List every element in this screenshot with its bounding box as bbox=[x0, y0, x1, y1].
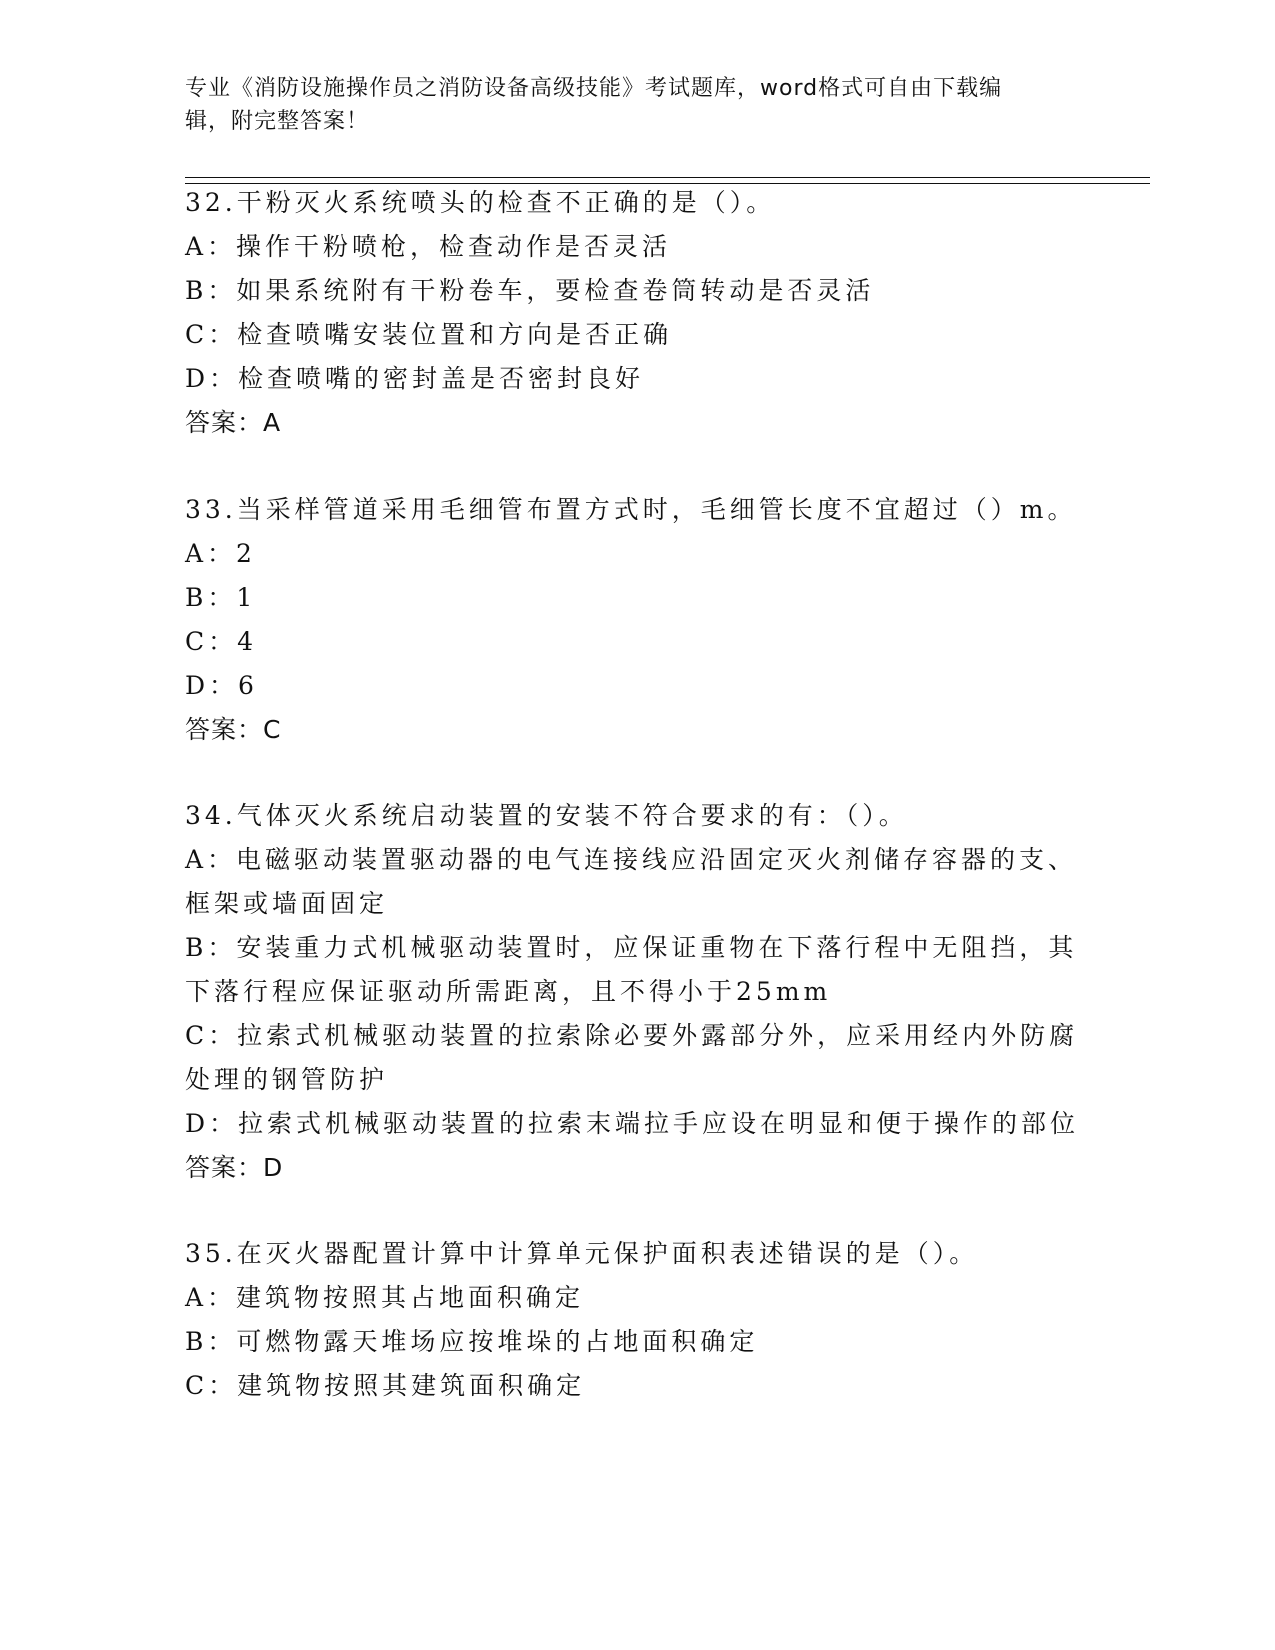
question-34-option-a: A：电磁驱动装置驱动器的电气连接线应沿固定灭火剂储存容器的支、 bbox=[185, 845, 1078, 874]
question-35-option-b: B：可燃物露天堆场应按堆垛的占地面积确定 bbox=[185, 1327, 759, 1356]
document-header bbox=[185, 72, 1085, 138]
question-35-option-a: A：建筑物按照其占地面积确定 bbox=[185, 1283, 585, 1312]
header-divider-top bbox=[185, 177, 1150, 178]
question-33-option-d: D：6 bbox=[185, 671, 258, 700]
question-34-option-d: D：拉索式机械驱动装置的拉索末端拉手应设在明显和便于操作的部位 bbox=[185, 1109, 1080, 1138]
question-33-option-c: C：4 bbox=[185, 627, 258, 656]
question-34-option-b: B：安装重力式机械驱动装置时，应保证重物在下落行程中无阻挡，其 bbox=[185, 933, 1078, 962]
question-32-option-a: A：操作干粉喷枪，检查动作是否灵活 bbox=[185, 232, 672, 261]
question-32-option-d: D：检查喷嘴的密封盖是否密封良好 bbox=[185, 364, 645, 393]
header-line-1: 专业《消防设施操作员之消防设备高级技能》考试题库，word格式可自由下载编 bbox=[185, 76, 1003, 101]
question-32-option-c: C：检查喷嘴安装位置和方向是否正确 bbox=[185, 320, 673, 349]
question-34-option-a-cont: 框架或墙面固定 bbox=[185, 889, 389, 918]
question-33-option-b: B：1 bbox=[185, 583, 257, 612]
question-stem-34: 34.气体灭火系统启动装置的安装不符合要求的有：（）。 bbox=[185, 801, 908, 830]
question-stem-33: 33.当采样管道采用毛细管布置方式时，毛细管长度不宜超过（）m。 bbox=[185, 495, 1077, 524]
question-34-option-c-cont: 处理的钢管防护 bbox=[185, 1065, 389, 1094]
question-33-answer: 答案：C bbox=[185, 715, 282, 744]
header-line-2: 辑，附完整答案！ bbox=[185, 109, 370, 134]
question-stem-32: 32.干粉灭火系统喷头的检查不正确的是（）。 bbox=[185, 188, 776, 217]
question-33-option-a: A：2 bbox=[185, 539, 256, 568]
question-32-option-b: B：如果系统附有干粉卷车，要检查卷筒转动是否灵活 bbox=[185, 276, 875, 305]
question-34-option-c: C：拉索式机械驱动装置的拉索除必要外露部分外，应采用经内外防腐 bbox=[185, 1021, 1079, 1050]
question-35-option-c: C：建筑物按照其建筑面积确定 bbox=[185, 1371, 586, 1400]
question-34-answer: 答案：D bbox=[185, 1153, 284, 1182]
header-divider-bottom bbox=[185, 183, 1150, 184]
question-34-option-b-cont: 下落行程应保证驱动所需距离，且不得小于25mm bbox=[185, 977, 832, 1006]
question-stem-35: 35.在灭火器配置计算中计算单元保护面积表述错误的是（）。 bbox=[185, 1239, 979, 1268]
question-32-answer: 答案：A bbox=[185, 408, 282, 437]
